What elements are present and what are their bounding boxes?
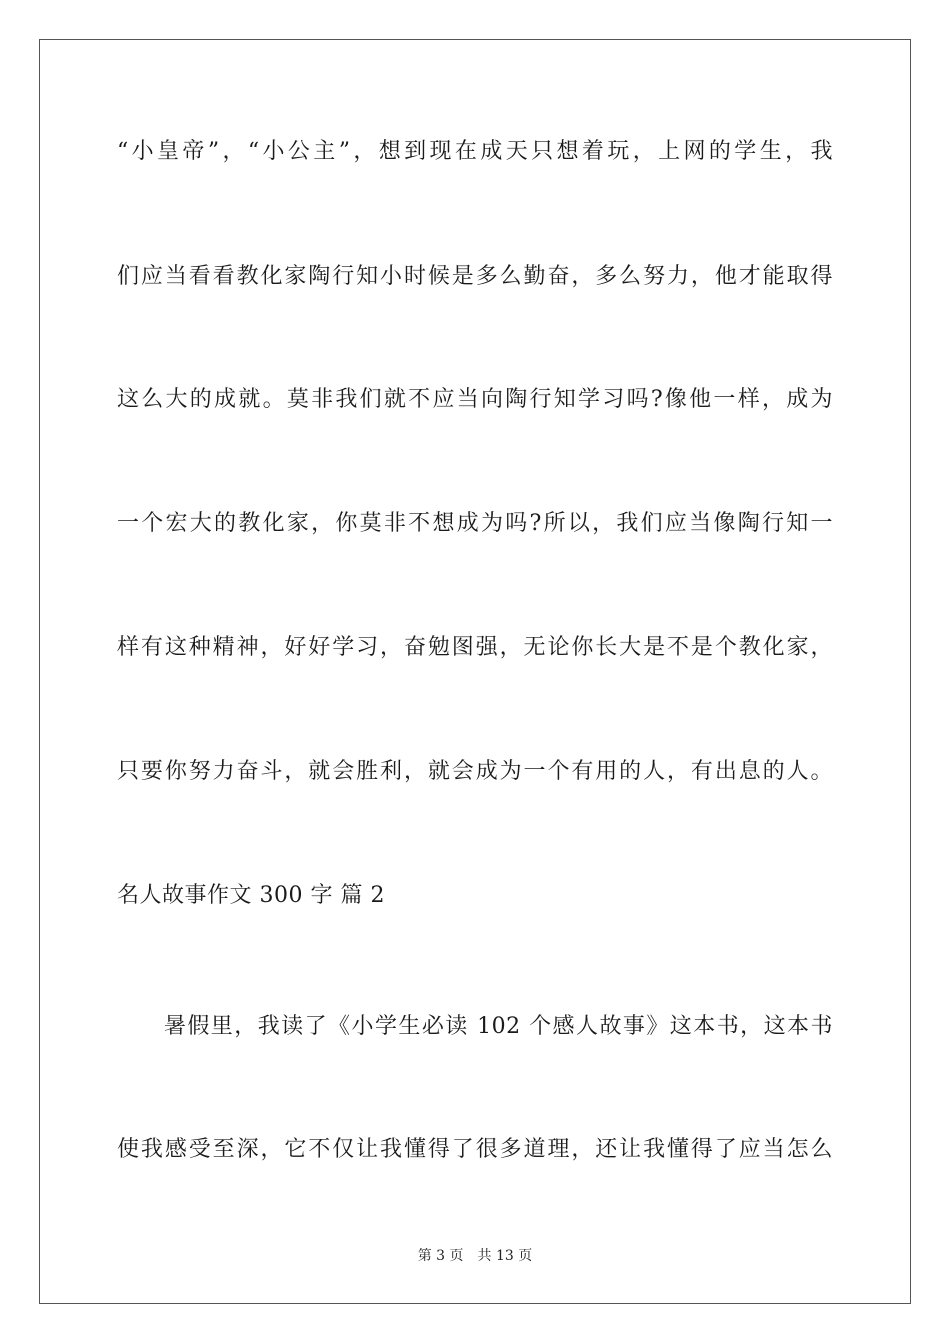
- text-line: “小皇帝”，“小公主”，想到现在成天只想着玩，上网的学生，我: [117, 139, 833, 164]
- text-line: 样有这种精神，好好学习，奋勉图强，无论你长大是不是个教化家，: [117, 635, 833, 660]
- text-line: 暑假里，我读了《小学生必读 102 个感人故事》这本书，这本书: [117, 1014, 833, 1039]
- text-line: 一个宏大的教化家，你莫非不想成为吗?所以，我们应当像陶行知一: [117, 511, 833, 536]
- page-number: 第 3 页: [417, 1248, 464, 1264]
- text-line: 这么大的成就。莫非我们就不应当向陶行知学习吗?像他一样，成为: [117, 387, 833, 412]
- text-line: 只要你努力奋斗，就会胜利，就会成为一个有用的人，有出息的人。: [117, 759, 833, 784]
- page-total: 共 13 页: [477, 1248, 533, 1264]
- page-footer: [0, 1246, 950, 1266]
- section-heading: 名人故事作文 300 字 篇 2: [117, 883, 385, 908]
- page-border: [39, 39, 911, 1304]
- text-line: 使我感受至深，它不仅让我懂得了很多道理，还让我懂得了应当怎么: [117, 1137, 833, 1162]
- text-line: 们应当看看教化家陶行知小时候是多么勤奋，多么努力，他才能取得: [117, 264, 833, 289]
